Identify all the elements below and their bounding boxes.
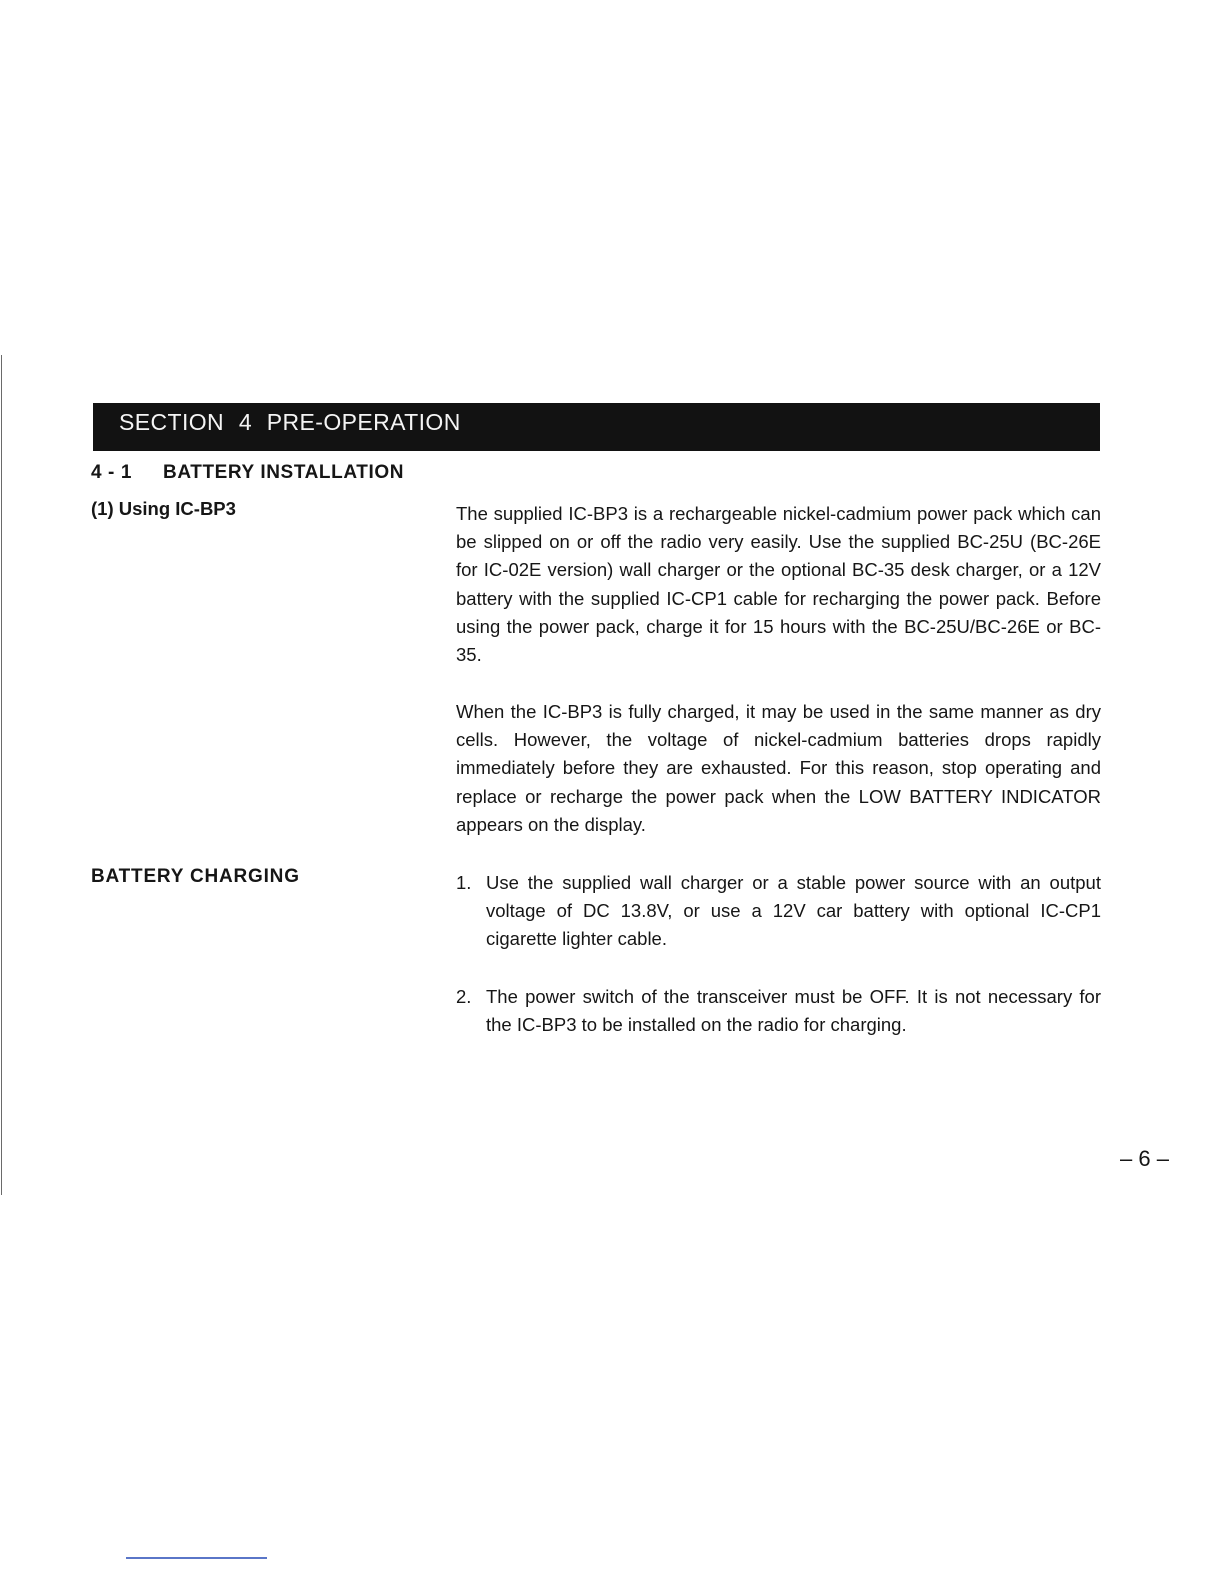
- footer-rule: [126, 1557, 267, 1559]
- section-title-bar: [93, 403, 1100, 451]
- list-marker: 2.: [456, 986, 472, 1007]
- heading-title: BATTERY INSTALLATION: [163, 462, 405, 483]
- list-item-text: Use the supplied wall charger or a stable power source with an output voltage of DC 13.8V, or use a 12V car battery with optional IC-CP1 cigarette lighter cable.: [486, 872, 1101, 949]
- paragraph-usage: When the IC-BP3 is fully charged, it may be used in the same manner as dry cells. However, the voltage of nickel-cadmium batteries drops rapidly immediately before they are exhausted. For this reason, stop operating and replace or recharge the power pack when the LOW BATTERY INDICATOR appears on the display.: [456, 701, 1101, 835]
- paragraph-intro: The supplied IC-BP3 is a rechargeable nickel-cadmium power pack which can be slipped on or off the radio very easily. Use the supplied BC-25U (BC-26E for IC-02E version) wall charger or the optional BC-35 desk charger, or a 12V battery with the supplied IC-CP1 cable for recharging the power pack. Before using the power pack, charge it for 15 hours with the BC-25U/BC-26E or BC-35.: [456, 503, 1101, 666]
- charging-heading: BATTERY CHARGING: [91, 866, 300, 887]
- page-number: – 6 –: [1120, 1146, 1169, 1171]
- subheading: (1) Using IC-BP3: [91, 498, 236, 519]
- list-item: [456, 869, 1101, 953]
- list-item: [456, 983, 1101, 1039]
- list-marker: 1.: [456, 872, 472, 893]
- page-edge-rule: [1, 355, 2, 1195]
- heading-number: 4 - 1: [91, 462, 133, 483]
- section-title: SECTION 4 PRE-OPERATION: [119, 409, 461, 435]
- list-item-text: The power switch of the transceiver must be OFF. It is not necessary for the IC-BP3 to be installed on the radio for charging.: [486, 986, 1101, 1035]
- section-heading: [91, 462, 404, 484]
